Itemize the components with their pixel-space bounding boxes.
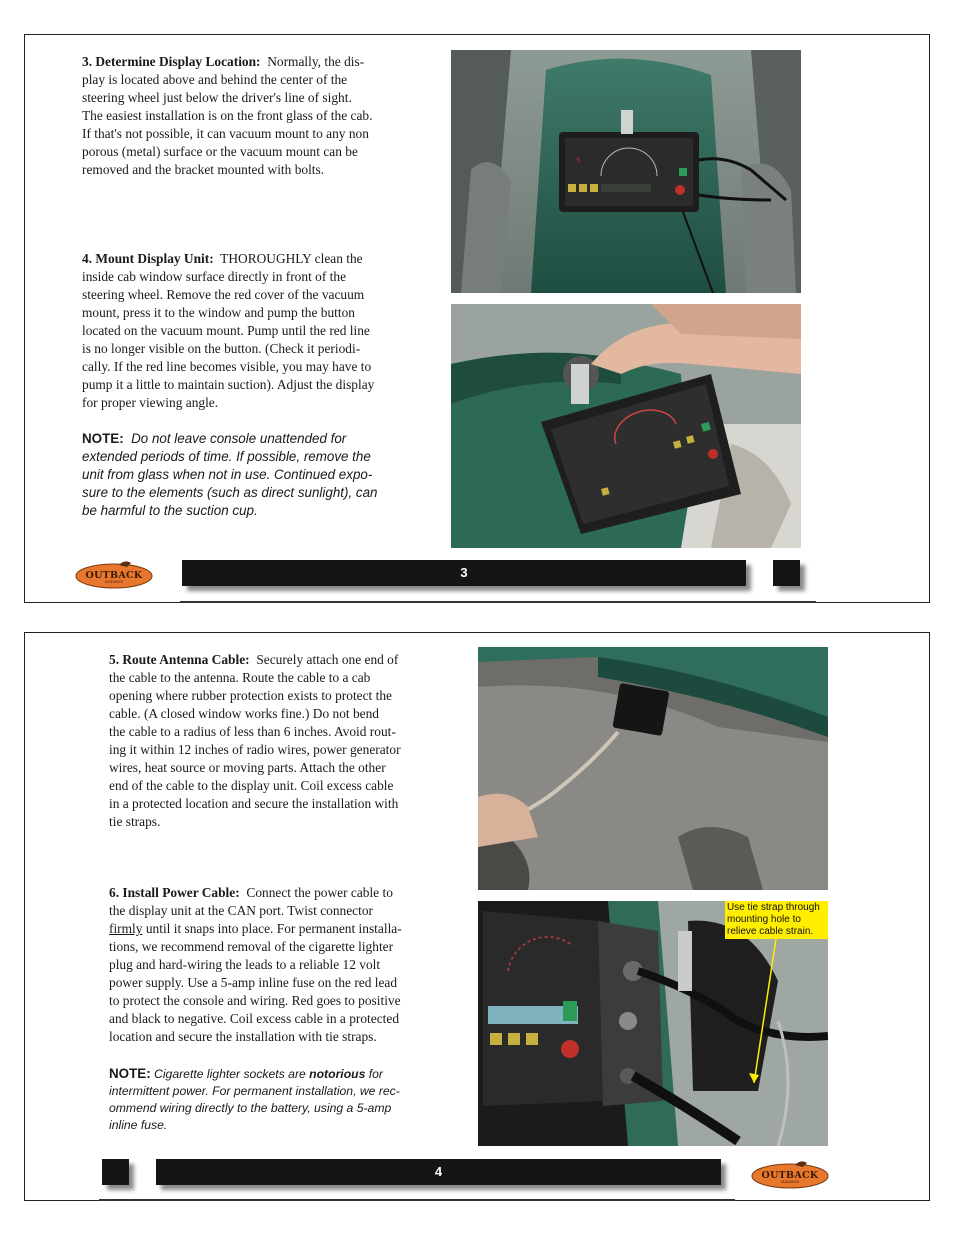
step-4-line: steering wheel. Remove the red cover of the vacuum [82,287,365,302]
logo-text: OUTBACK [85,570,143,581]
step-6-line: to protect the console and wiring. Red goes to positive [109,993,401,1008]
note-line: Do not leave console unattended for [131,431,347,446]
step-6-line: plug and hard-wiring the leads to a reliable 12 volt [109,957,381,972]
note-line: Cigarette lighter sockets are [154,1067,310,1081]
logo-subtext: GUIDANCE [780,1180,800,1184]
page-number: 4 [434,1164,443,1179]
step-3-line: porous (metal) surface or the vacuum mount can be [82,144,358,159]
page-number-bar [156,1159,721,1185]
step-3-line: steering wheel just below the driver's line of sight. [82,90,352,105]
step-5-line: the cable to the antenna. Route the cable to a cab [109,670,371,685]
step-5-line: wires, heat source or moving parts. Attach the other [109,760,386,775]
step-4-heading: 4. Mount Display Unit: [82,251,214,266]
step-4-line: cally. If the red line becomes visible, you may have to [82,359,372,374]
note-label: NOTE: [82,431,124,446]
step-5-heading: 5. Route Antenna Cable: [109,652,250,667]
step-4-line: is no longer visible on the button. (Check it periodi- [82,341,361,356]
page-number: 3 [460,565,468,580]
step-3-line: The easiest installation is on the front glass of the cab. [82,108,373,123]
step-5-line: cable. (A closed window works fine.) Do not bend [109,706,379,721]
step-6-line: location and secure the installation with tie straps. [109,1029,377,1044]
step-6-heading: 6. Install Power Cable: [109,885,240,900]
page-3 [24,34,930,603]
step-6-line: and black to negative. Coil excess cable in a protected [109,1011,400,1026]
note-line: extended periods of time. If possible, remove the [82,449,371,464]
step-3-line: If that's not possible, it can vacuum mount to any non [82,126,369,141]
step-6-text [109,884,454,1046]
note-line: unit from glass when not in use. Continued expo- [82,467,373,482]
photo-pumping-vacuum-mount [451,304,801,548]
step-4-line: pump it a little to maintain suction). Adjust the display [82,377,375,392]
logo-subtext: GUIDANCE [104,580,124,584]
step-4-line: mount, press it to the window and pump the button [82,305,355,320]
step-5-line: Securely attach one end of [256,652,399,667]
note-line: ommend wiring directly to the battery, using a 5-amp [109,1101,392,1115]
step-5-line: in a protected location and secure the installation with [109,796,399,811]
photo-antenna-cable-routing [478,647,828,890]
footer-rule [99,1199,735,1201]
note-line: intermittent power. For permanent installation, we rec- [109,1084,400,1098]
step-5-line: end of the cable to the display unit. Coil excess cable [109,778,394,793]
step-5-line: ing it within 12 inches of radio wires, power generator [109,742,401,757]
logo-text: OUTBACK [761,1170,819,1181]
step-4-line: located on the vacuum mount. Pump until the red line [82,323,370,338]
note-line: inline fuse. [109,1118,168,1132]
note-line: for [365,1067,383,1081]
step-4-line: THOROUGHLY clean the [220,251,363,266]
outback-logo [751,1159,829,1194]
note-label: NOTE: [109,1066,151,1081]
footer-square [102,1159,129,1185]
outback-logo [75,559,153,594]
step-4-line: inside cab window surface directly in front of the [82,269,347,284]
step-3-line: removed and the bracket mounted with bolts. [82,162,325,177]
step-6-underlined-word: firmly [109,921,143,936]
svg-text:S: S [576,156,581,164]
note-line: sure to the elements (such as direct sunlight), can [82,485,378,500]
photo-display-on-windshield [451,50,801,293]
step-5-line: tie straps. [109,814,161,829]
page-4 [24,632,930,1201]
step-6-line: tions, we recommend removal of the cigarette lighter [109,939,394,954]
step-6-line: power supply. Use a 5-amp inline fuse on the red lead [109,975,398,990]
step-4-line: for proper viewing angle. [82,395,219,410]
step-5-line: opening where rubber protection exists to protect the [109,688,392,703]
step-3-text [82,53,422,179]
footer-square [773,560,800,586]
step-3-heading: 3. Determine Display Location: [82,54,261,69]
photo-power-cable-can-port [478,901,828,1146]
note-suction-cup [82,430,427,520]
step-5-line: the cable to a radius of less than 6 inches. Avoid rout- [109,724,396,739]
step-6-line: Connect the power cable to [246,885,393,900]
step-4-text [82,250,427,412]
footer-rule [180,601,816,603]
step-3-line: play is located above and behind the center of the [82,72,348,87]
step-5-text [109,651,449,831]
note-emphasis: notorious [309,1067,366,1081]
tie-strap-callout: Use tie strap through mounting hole to relieve cable strain. [725,901,828,939]
note-line: be harmful to the suction cup. [82,503,258,518]
step-6-line: the display unit at the CAN port. Twist connector [109,903,373,918]
page-number-bar [182,560,746,586]
step-3-line: Normally, the dis- [267,54,365,69]
step-6-line: until it snaps into place. For permanent installa- [142,921,402,936]
note-cigarette-lighter [109,1065,454,1134]
